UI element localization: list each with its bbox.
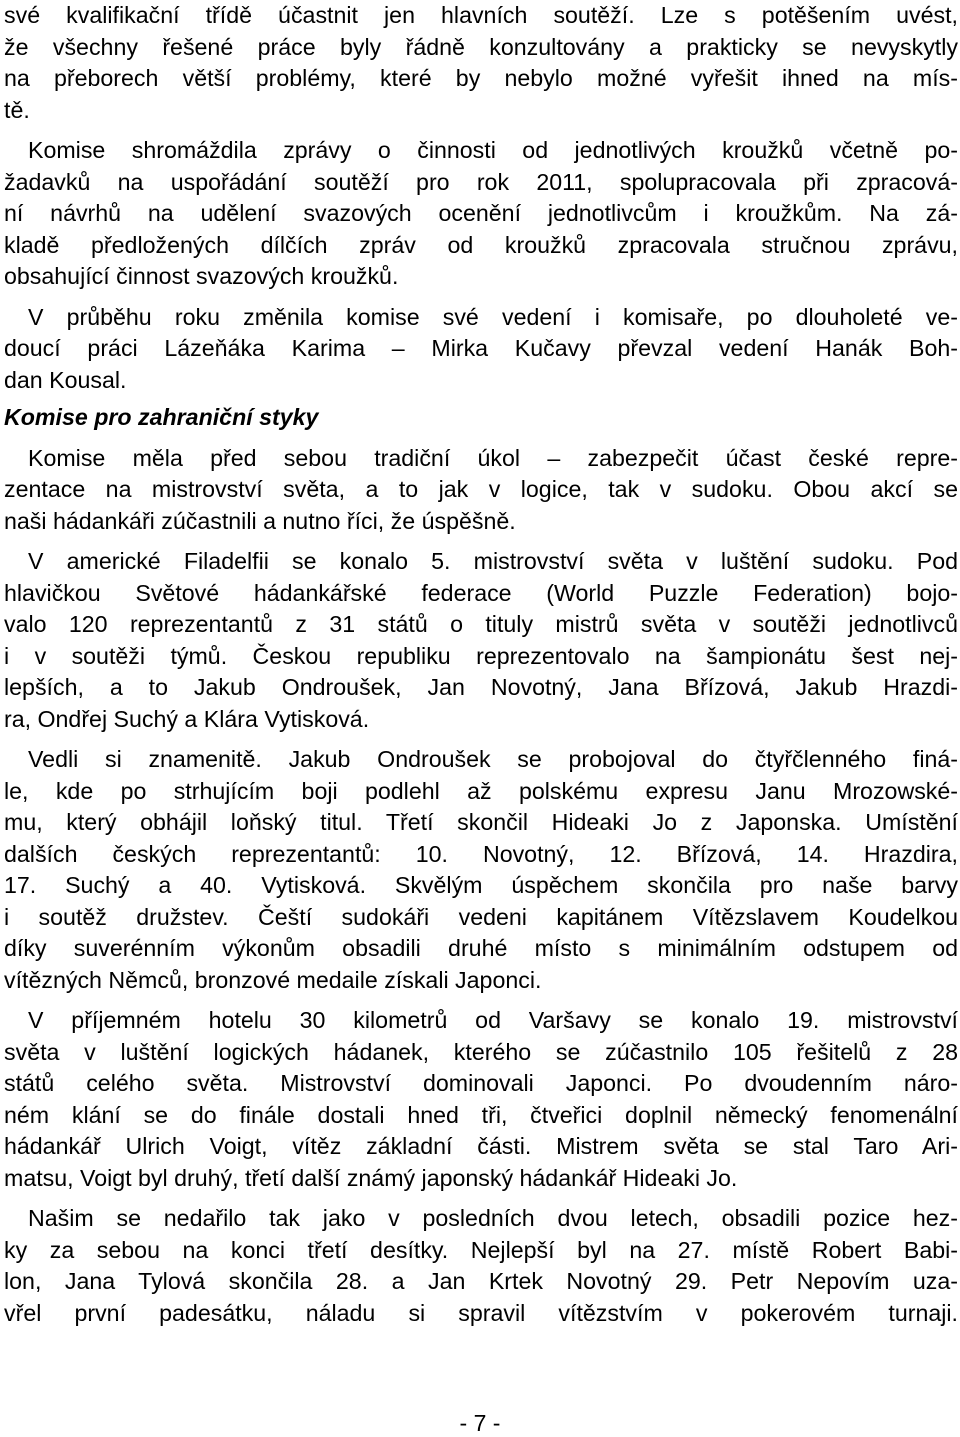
text-line: hlavičkou Světové hádankářské federace (World Puzzle Federation) bojo- xyxy=(4,579,958,606)
text-line: V průběhu roku změnila komise své vedení i komisaře, po dlouholeté ve- xyxy=(28,303,958,330)
text-line: naši hádankáři zúčastnili a nutno říci, že úspěšně. xyxy=(4,507,516,534)
text-line: dalších českých reprezentantů: 10. Novotný, 12. Břízová, 14. Hrazdira, xyxy=(4,840,958,867)
document-page xyxy=(4,0,958,1329)
text-line: tě. xyxy=(4,96,30,123)
text-line: i v soutěži týmů. Českou republiku reprezentovalo na šampionátu šest nej- xyxy=(4,642,958,669)
text-line: le, kde po strhujícím boji podlehl až polskému expresu Janu Mrozowské- xyxy=(4,777,958,804)
text-line: žadavků na uspořádání soutěží pro rok 2011, spolupracovala při zpracová- xyxy=(4,168,958,195)
text-line: ky za sebou na konci třetí desítky. Nejlepší byl na 27. místě Robert Babi- xyxy=(4,1236,958,1263)
text-line: světa v luštění logických hádanek, kterého se zúčastnilo 105 řešitelů z 28 xyxy=(4,1038,958,1065)
text-line: díky suverénním výkonům obsadili druhé místo s minimálním odstupem od xyxy=(4,935,958,961)
text-line: matsu, Voigt byl druhý, třetí další známý japonský hádankář Hideaki Jo. xyxy=(4,1164,738,1191)
text-line: zentace na mistrovství světa, a to jak v logice, tak v sudoku. Obou akcí se xyxy=(4,476,958,502)
text-line: kladě předložených dílčích zpráv od kroužků zpracovala stručnou zprávu, xyxy=(4,231,958,258)
text-line: obsahující činnost svazových kroužků. xyxy=(4,263,399,289)
text-line: dan Kousal. xyxy=(4,366,127,393)
paragraph-task xyxy=(4,443,958,538)
text-line: i soutěž družstev. Čeští sudokáři vedeni kapitánem Vítězslavem Koudelkou xyxy=(4,903,958,930)
text-line: 17. Suchý a 40. Vytisková. Skvělým úspěchem skončila pro naše barvy xyxy=(4,872,958,898)
text-line: valo 120 reprezentantů z 31 států o tituly mistrů světa v soutěži jednotlivců xyxy=(4,611,958,637)
text-line: na přeborech větší problémy, které by nebylo možné vyřešit ihned na mís- xyxy=(4,65,958,91)
text-line: V příjemném hotelu 30 kilometrů od Varšavy se konalo 19. mistrovství xyxy=(28,1007,958,1033)
paragraph-logic xyxy=(4,1005,958,1194)
section-heading: Komise pro zahraniční styky xyxy=(4,404,319,430)
paragraph-sudoku xyxy=(4,546,958,735)
text-line: V americké Filadelfii se konalo 5. mistrovství světa v luštění sudoku. Pod xyxy=(28,548,958,574)
paragraph-reports xyxy=(4,135,958,293)
paragraph-intro xyxy=(4,0,958,126)
text-line: států celého světa. Mistrovství dominovali Japonci. Po dvoudenním náro- xyxy=(4,1070,958,1096)
text-line: Komise měla před sebou tradiční úkol – zabezpečit účast české repre- xyxy=(28,444,958,471)
text-line: ní návrhů na udělení svazových ocenění jednotlivcům i kroužkům. Na zá- xyxy=(4,200,958,226)
text-line: Našim se nedařilo tak jako v posledních dvou letech, obsadili pozice hez- xyxy=(28,1205,958,1231)
text-line: mu, který obhájil loňský titul. Třetí skončil Hideaki Jo z Japonska. Umístění xyxy=(4,809,958,835)
text-line: své kvalifikační třídě účastnit jen hlavních soutěží. Lze s potěšením uvést, xyxy=(4,2,958,28)
paragraph-czech-results xyxy=(4,1203,958,1329)
text-line: že všechny řešené práce byly řádně konzultovány a prakticky se nevyskytly xyxy=(4,33,958,60)
text-line: ném klání se do finále dostali hned tři, čtveřici doplnil německý fenomenální xyxy=(4,1101,958,1128)
text-line: lepších, a to Jakub Ondroušek, Jan Novotný, Jana Břízová, Jakub Hrazdi- xyxy=(4,674,958,700)
text-line: lon, Jana Tylová skončila 28. a Jan Krtek Novotný 29. Petr Nepovím uza- xyxy=(4,1268,958,1294)
text-line: vítězných Němců, bronzové medaile získali Japonci. xyxy=(4,966,542,993)
text-line: Komise shromáždila zprávy o činnosti od jednotlivých kroužků včetně po- xyxy=(28,137,958,163)
text-line: vřel první padesátku, náladu si spravil vítězstvím v pokerovém turnaji. xyxy=(4,1299,958,1326)
text-line: ra, Ondřej Suchý a Klára Vytisková. xyxy=(4,705,370,732)
text-line: hádankář Ulrich Voigt, vítěz základní části. Mistrem světa se stal Taro Ari- xyxy=(4,1133,958,1159)
text-line: Vedli si znamenitě. Jakub Ondroušek se probojoval do čtyřčlenného finá- xyxy=(28,746,958,772)
paragraph-results xyxy=(4,744,958,996)
paragraph-leadership-change xyxy=(4,302,958,397)
text-line: doucí práci Lázeňáka Karima – Mirka Kučavy převzal vedení Hanák Boh- xyxy=(4,335,958,361)
page-number: - 7 - xyxy=(459,1410,501,1436)
